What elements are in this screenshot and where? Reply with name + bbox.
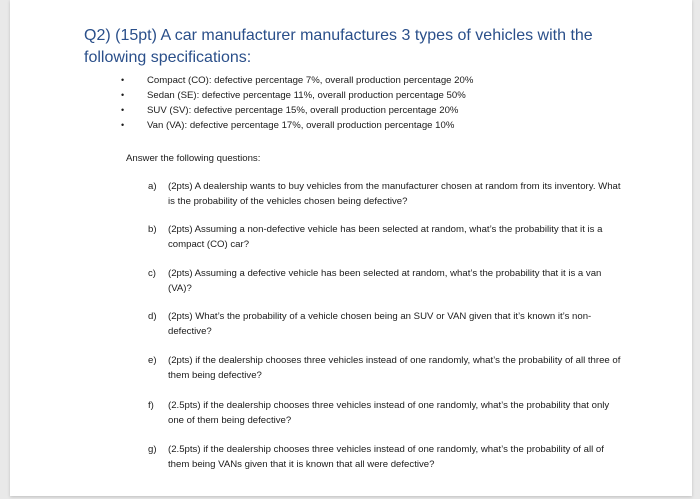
question-label: e) bbox=[148, 355, 157, 366]
spec-text: SUV (SV): defective percentage 15%, overall production percentage 20% bbox=[147, 105, 459, 116]
bullet-icon: • bbox=[121, 75, 125, 85]
question-text: (2pts) What’s the probability of a vehicle chosen being an SUV or VAN given that it’s known it’s non-defective? bbox=[168, 311, 592, 337]
bullet-icon: • bbox=[121, 90, 125, 100]
spec-item-suv bbox=[121, 103, 473, 118]
document-page bbox=[10, 0, 692, 496]
question-item-c bbox=[148, 267, 628, 296]
question-item-f bbox=[148, 399, 628, 428]
vehicle-spec-list bbox=[121, 73, 473, 133]
instructions-text: Answer the following questions: bbox=[126, 153, 261, 164]
spec-text: Sedan (SE): defective percentage 11%, overall production percentage 50% bbox=[147, 90, 466, 101]
question-text: (2pts) Assuming a non-defective vehicle has been selected at random, what’s the probability that it is a compact (CO) car? bbox=[168, 224, 603, 250]
bullet-icon: • bbox=[121, 120, 125, 130]
question-item-b bbox=[148, 223, 628, 252]
spec-item-van bbox=[121, 118, 473, 133]
question-label: g) bbox=[148, 444, 157, 455]
question-label: d) bbox=[148, 311, 157, 322]
question-text: (2pts) if the dealership chooses three vehicles instead of one randomly, what’s the probability of all three of them being defective? bbox=[168, 355, 621, 381]
question-item-d bbox=[148, 310, 628, 339]
question-item-a bbox=[148, 180, 628, 209]
question-text: (2.5pts) if the dealership chooses three vehicles instead of one randomly, what’s the probability of all of them being VANs given that it is known that all were defective? bbox=[168, 444, 604, 470]
question-label: f) bbox=[148, 400, 154, 411]
question-heading: Q2) (15pt) A car manufacturer manufactures 3 types of vehicles with the following specifications: bbox=[84, 27, 593, 66]
spec-text: Compact (CO): defective percentage 7%, overall production percentage 20% bbox=[147, 75, 474, 86]
question-text: (2pts) Assuming a defective vehicle has been selected at random, what’s the probability that it is a van (VA)? bbox=[168, 268, 602, 294]
bullet-icon: • bbox=[121, 105, 125, 115]
question-item-g bbox=[148, 443, 628, 472]
question-text: (2pts) A dealership wants to buy vehicles from the manufacturer chosen at random from its inventory. What is the probability of the vehicles chosen being defective? bbox=[168, 181, 621, 207]
question-label: c) bbox=[148, 268, 156, 279]
spec-item-compact bbox=[121, 73, 473, 88]
spec-text: Van (VA): defective percentage 17%, overall production percentage 10% bbox=[147, 120, 455, 131]
question-label: a) bbox=[148, 181, 157, 192]
question-item-e bbox=[148, 354, 628, 383]
spec-item-sedan bbox=[121, 88, 473, 103]
question-label: b) bbox=[148, 224, 157, 235]
question-text: (2.5pts) if the dealership chooses three vehicles instead of one randomly, what’s the probability that only one of them being defective? bbox=[168, 400, 610, 426]
